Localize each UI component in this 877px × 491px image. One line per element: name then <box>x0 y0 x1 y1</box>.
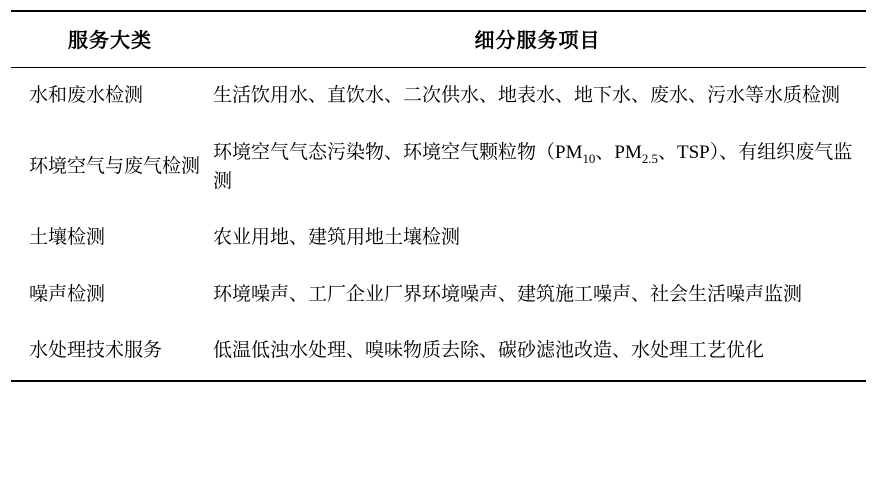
cell-items: 农业用地、建筑用地土壤检测 <box>213 227 461 249</box>
cell-category: 土壤检测 <box>29 227 106 249</box>
table-body <box>11 68 866 381</box>
table-row <box>11 68 866 125</box>
table-row <box>11 323 866 381</box>
cell-category: 噪声检测 <box>29 283 106 305</box>
column-header-items: 细分服务项目 <box>209 11 866 68</box>
cell-items <box>209 125 866 211</box>
cell-items: 生活饮用水、直饮水、二次供水、地表水、地下水、废水、污水等水质检测 <box>213 85 841 106</box>
cell-category: 环境空气与废气检测 <box>29 156 201 178</box>
cell-items: 环境噪声、工厂企业厂界环境噪声、建筑施工噪声、社会生活噪声监测 <box>213 283 803 305</box>
cell-items: 低温低浊水处理、嗅味物质去除、碳砂滤池改造、水处理工艺优化 <box>209 323 866 381</box>
items-text-part: 、PM <box>595 141 642 163</box>
table-row <box>11 210 866 267</box>
table-row <box>11 267 866 324</box>
items-subscript-pm25: 2.5 <box>641 150 658 166</box>
table-row <box>11 125 866 211</box>
table-header <box>11 11 866 68</box>
table-header-row <box>11 11 866 68</box>
cell-category: 水和废水检测 <box>29 85 144 106</box>
cell-category: 水处理技术服务 <box>11 323 209 381</box>
items-text-part: 、TSP）、有组织废气监测 <box>213 141 853 192</box>
items-text-part: 环境空气气态污染物、环境空气颗粒物（PM <box>213 141 583 163</box>
service-table <box>11 10 866 382</box>
items-subscript-pm10: 10 <box>582 150 596 166</box>
column-header-category: 服务大类 <box>11 11 209 68</box>
